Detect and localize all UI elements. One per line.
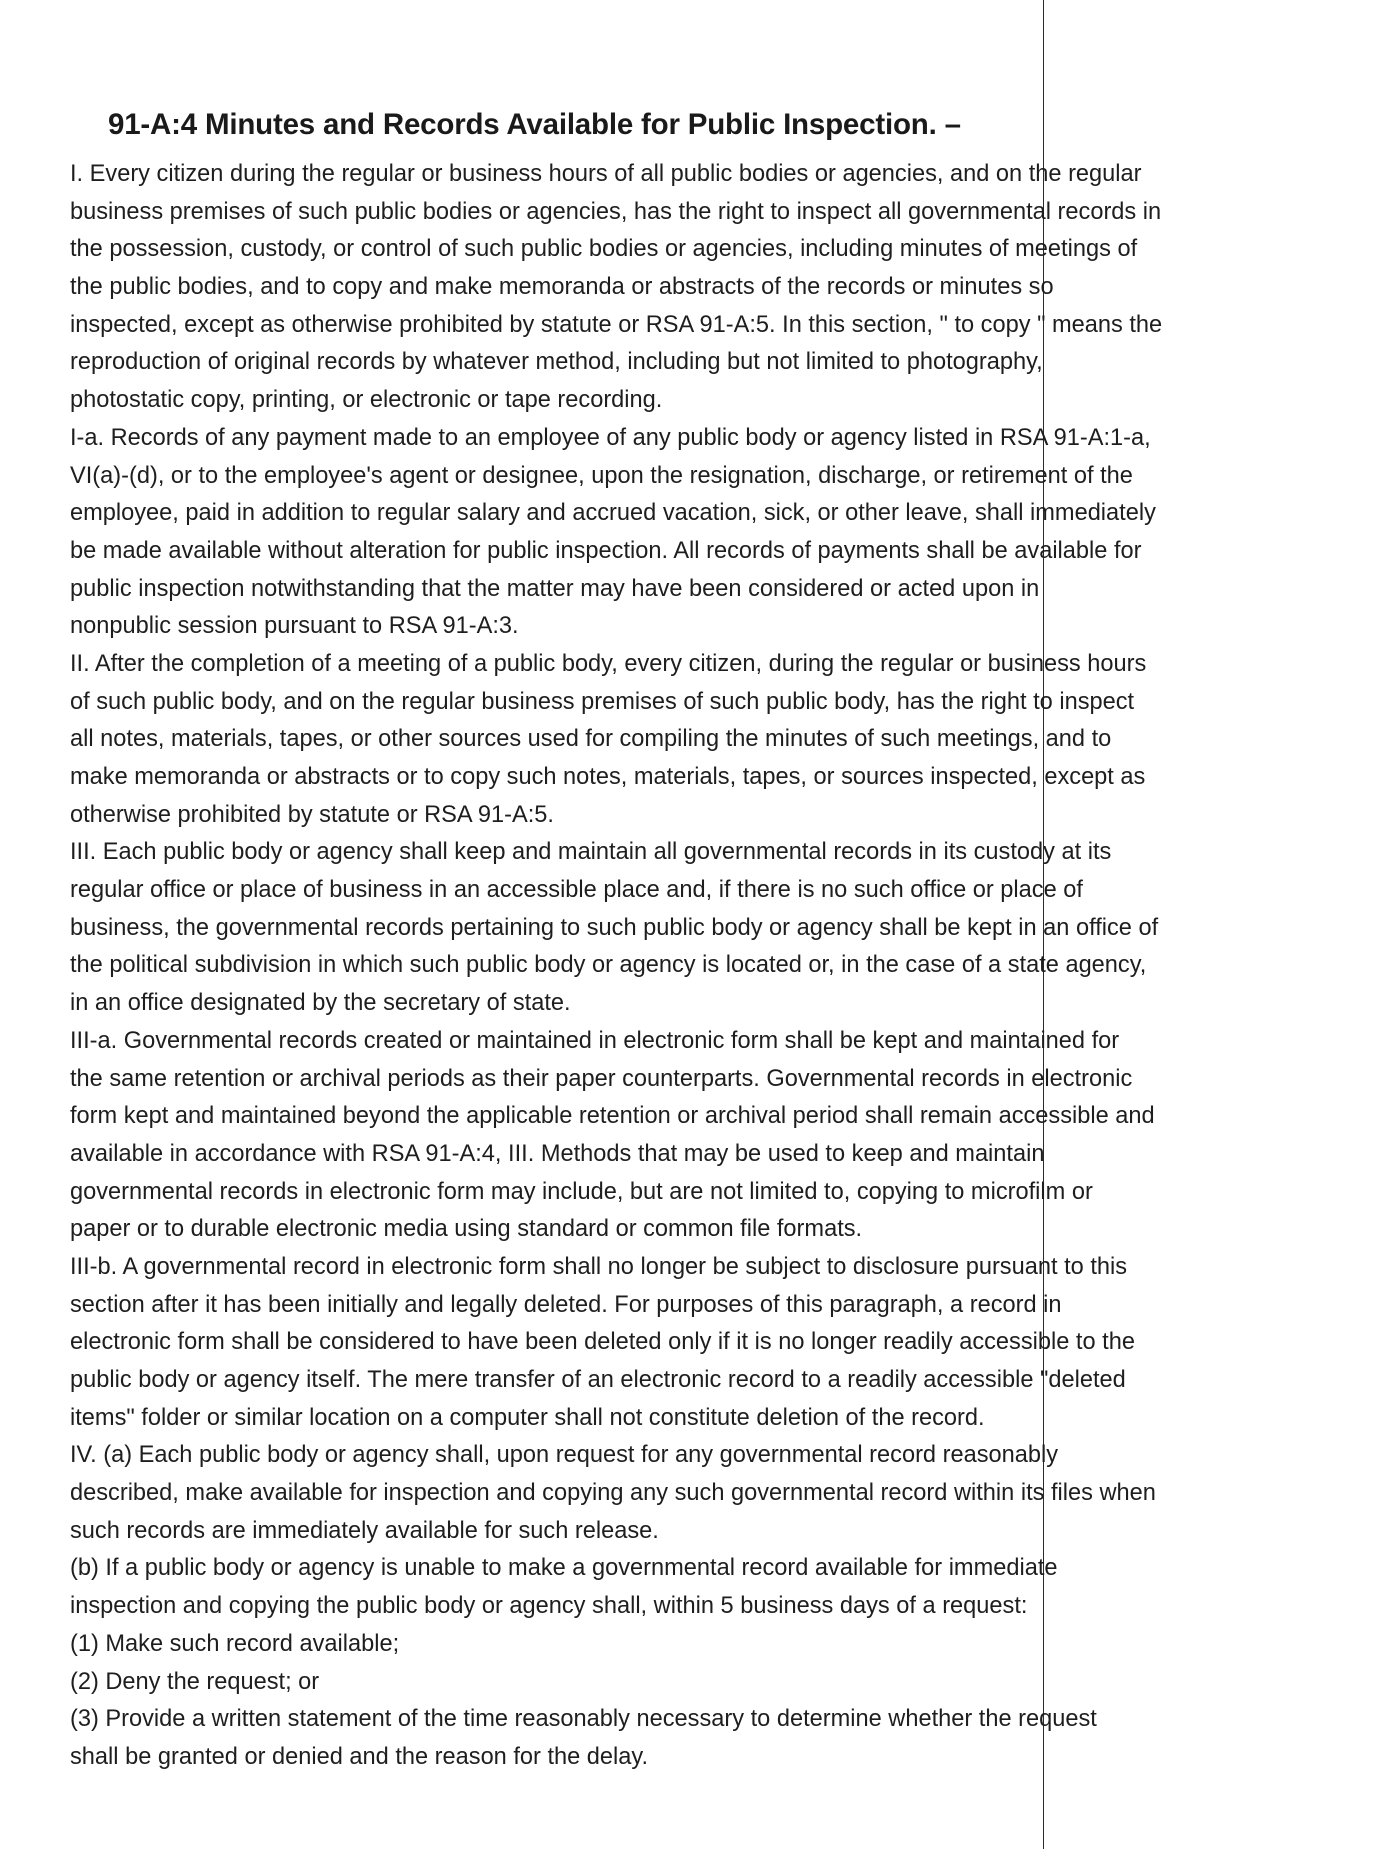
- text-line: (3) Provide a written statement of the time reasonably necessary to determine whether the request: [70, 1706, 1097, 1733]
- text-line: be made available without alteration for public inspection. All records of payments shall be available for: [70, 537, 1142, 564]
- text-line: all notes, materials, tapes, or other sources used for compiling the minutes of such meetings, and to: [70, 726, 1112, 753]
- text-line: I. Every citizen during the regular or business hours of all public bodies or agencies, and on the regular: [70, 161, 1142, 187]
- text-line: I-a. Records of any payment made to an employee of any public body or agency listed in RSA 91-A:1-a,: [70, 424, 1151, 451]
- text-line: the same retention or archival periods as their paper counterparts. Governmental records in electronic: [70, 1065, 1133, 1092]
- text-line: II. After the completion of a meeting of a public body, every citizen, during the regular or business hours: [70, 650, 1147, 677]
- text-line: items" folder or similar location on a computer shall not constitute deletion of the record.: [70, 1404, 985, 1431]
- text-line: employee, paid in addition to regular salary and accrued vacation, sick, or other leave, shall immediately: [70, 500, 1156, 527]
- text-line: III. Each public body or agency shall keep and maintain all governmental records in its custody at its: [70, 839, 1112, 866]
- text-line: otherwise prohibited by statute or RSA 91-A:5.: [70, 801, 554, 828]
- text-line: the public bodies, and to copy and make memoranda or abstracts of the records or minutes so: [70, 274, 1054, 301]
- text-line: business, the governmental records pertaining to such public body or agency shall be kept in an office of: [70, 914, 1159, 941]
- text-line: of such public body, and on the regular business premises of such public body, has the right to inspect: [70, 688, 1135, 715]
- text-line: photostatic copy, printing, or electronic or tape recording.: [70, 387, 663, 414]
- text-line: inspection and copying the public body or agency shall, within 5 business days of a request:: [70, 1593, 1028, 1620]
- section-title: 91-A:4 Minutes and Records Available for Public Inspection. –: [108, 108, 961, 141]
- text-line: public body or agency itself. The mere transfer of an electronic record to a readily accessible "deleted: [70, 1367, 1126, 1393]
- text-line: reproduction of original records by whatever method, including but not limited to photography,: [70, 349, 1043, 376]
- text-line: VI(a)-(d), or to the employee's agent or designee, upon the resignation, discharge, or retirement of the: [70, 462, 1133, 489]
- text-line: governmental records in electronic form may include, but are not limited to, copying to microfilm or: [70, 1178, 1093, 1205]
- text-line: such records are immediately available for such release.: [70, 1517, 659, 1544]
- text-line: nonpublic session pursuant to RSA 91-A:3.: [70, 613, 519, 640]
- text-line: the possession, custody, or control of such public bodies or agencies, including minutes of meetings of: [70, 236, 1138, 263]
- text-line: the political subdivision in which such public body or agency is located or, in the case of a state agency,: [70, 952, 1147, 979]
- text-line: in an office designated by the secretary of state.: [70, 990, 571, 1017]
- text-line: paper or to durable electronic media using standard or common file formats.: [70, 1216, 863, 1243]
- text-line: (1) Make such record available;: [70, 1630, 400, 1657]
- text-line: form kept and maintained beyond the applicable retention or archival period shall remain accessible and: [70, 1103, 1155, 1130]
- text-line: inspected, except as otherwise prohibited by statute or RSA 91-A:5. In this section, " to copy " means the: [70, 311, 1163, 338]
- text-line: shall be granted or denied and the reason for the delay.: [70, 1743, 649, 1770]
- text-line: IV. (a) Each public body or agency shall, upon request for any governmental record reasonably: [70, 1442, 1059, 1469]
- text-line: available in accordance with RSA 91-A:4, III. Methods that may be used to keep and maintain: [70, 1140, 1045, 1167]
- text-line: section after it has been initially and legally deleted. For purposes of this paragraph, a record in: [70, 1291, 1062, 1318]
- text-line: regular office or place of business in an accessible place and, if there is no such office or place of: [70, 877, 1083, 904]
- text-line: public inspection notwithstanding that the matter may have been considered or acted upon in: [70, 575, 1040, 602]
- statute-body: [70, 156, 1355, 1777]
- text-line: described, make available for inspection and copying any such governmental record within its files when: [70, 1480, 1156, 1507]
- text-line: business premises of such public bodies or agencies, has the right to inspect all governmental records in: [70, 198, 1162, 225]
- text-line: make memoranda or abstracts or to copy such notes, materials, tapes, or sources inspected, except as: [70, 764, 1146, 790]
- text-line: electronic form shall be considered to have been deleted only if it is no longer readily accessible to the: [70, 1329, 1135, 1356]
- text-line: (2) Deny the request; or: [70, 1668, 320, 1695]
- text-line: (b) If a public body or agency is unable to make a governmental record available for immediate: [70, 1555, 1058, 1582]
- text-line: III-a. Governmental records created or maintained in electronic form shall be kept and maintained for: [70, 1027, 1120, 1054]
- text-line: III-b. A governmental record in electronic form shall no longer be subject to disclosure pursuant to this: [70, 1253, 1128, 1280]
